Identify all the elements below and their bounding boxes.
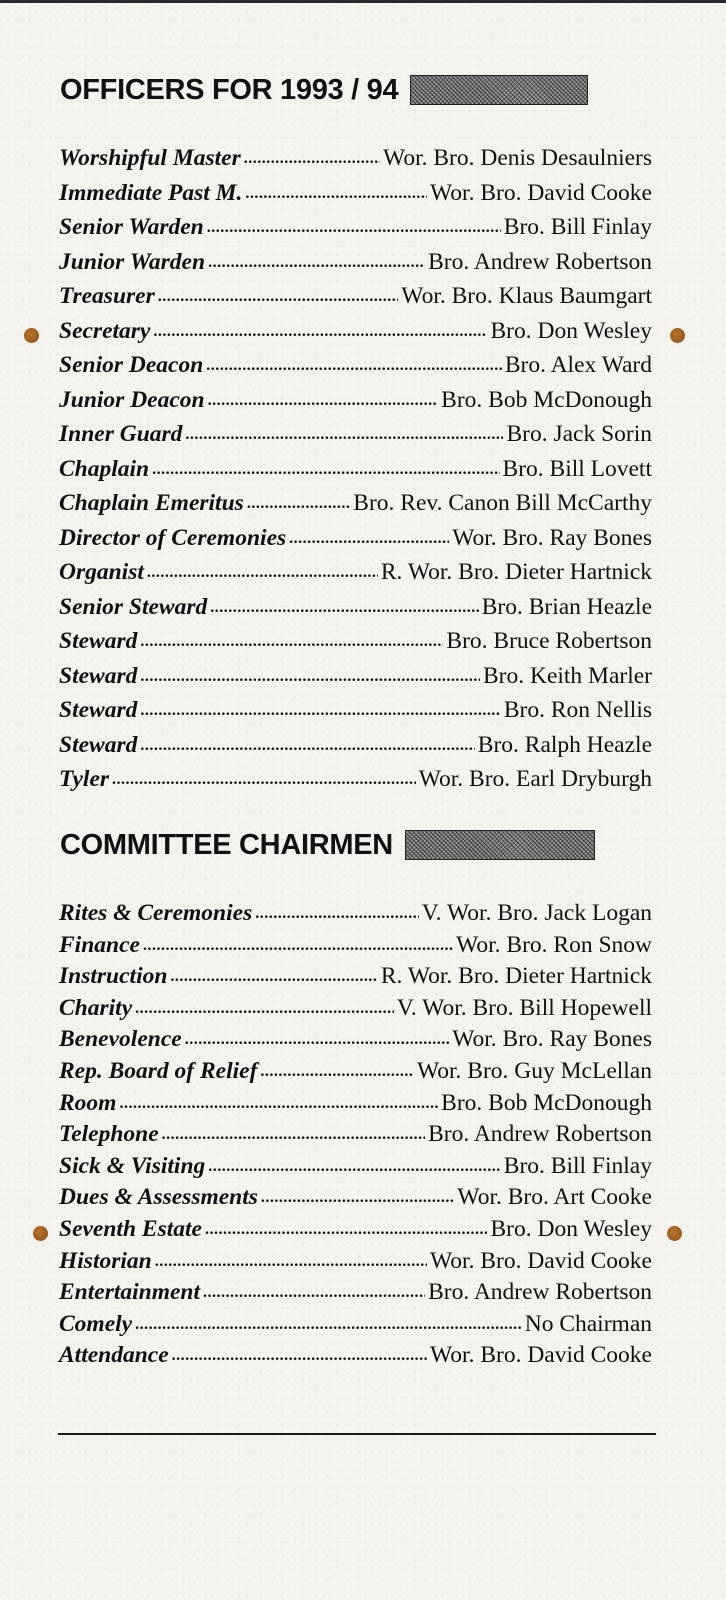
committee-row: [59, 995, 652, 1027]
officer-name: Bro. Bob McDonough: [441, 386, 652, 413]
committee-chairman-name: R. Wor. Bro. Dieter Hartnick: [380, 963, 652, 990]
committee-row: [59, 1342, 652, 1374]
officer-row: [59, 732, 652, 767]
officer-row: [59, 352, 652, 387]
committee-row: [59, 1026, 652, 1058]
committee-role: Dues & Assessments: [59, 1184, 258, 1211]
dot-leader: [208, 1151, 501, 1178]
officer-role: Steward: [59, 697, 138, 723]
officer-row: [59, 318, 652, 353]
dot-leader: [152, 454, 499, 481]
committee-list: [59, 900, 652, 1374]
officer-row: [59, 525, 652, 560]
dot-leader: [289, 523, 449, 550]
officer-row: [59, 145, 652, 180]
dot-leader: [143, 930, 453, 957]
dot-leader: [135, 1309, 522, 1336]
officer-role: Inner Guard: [59, 421, 183, 447]
officer-role: Immediate Past M.: [59, 179, 243, 206]
officer-name: Bro. Bruce Robertson: [446, 628, 652, 654]
committee-row: [59, 1058, 652, 1090]
officer-name: Bro. Jack Sorin: [506, 421, 652, 447]
dot-leader: [112, 764, 416, 791]
committee-chairman-name: Bro. Bill Finlay: [503, 1152, 652, 1179]
officer-row: [59, 180, 652, 215]
dot-leader: [147, 557, 378, 584]
committee-row: [59, 900, 652, 932]
committee-row: [59, 1090, 652, 1122]
committee-role: Instruction: [59, 963, 168, 990]
committee-chairman-name: No Chairman: [524, 1310, 652, 1337]
page-top-edge: [0, 0, 726, 3]
officer-name: Bro. Keith Marler: [482, 662, 652, 689]
officer-name: Bro. Ron Nellis: [503, 697, 652, 723]
committee-heading: [60, 825, 595, 865]
dot-leader: [206, 350, 502, 377]
committee-role: Seventh Estate: [59, 1215, 202, 1242]
officer-name: Wor. Bro. Denis Desaulniers: [383, 145, 652, 171]
committee-role: Telephone: [59, 1121, 159, 1148]
officer-role: Junior Warden: [59, 248, 206, 275]
officer-role: Tyler: [59, 766, 110, 792]
committee-row: [59, 932, 652, 964]
officer-role: Worshipful Master: [59, 145, 241, 171]
dot-leader: [205, 1214, 488, 1241]
committee-row: [59, 1311, 652, 1343]
dot-leader: [172, 1340, 427, 1367]
committee-row: [59, 1121, 652, 1153]
officer-row: [59, 283, 652, 318]
dot-leader: [140, 730, 474, 757]
officer-row: [59, 490, 652, 525]
dot-leader: [162, 1119, 425, 1146]
officer-row: [59, 628, 652, 663]
officer-name: Bro. Bill Lovett: [502, 455, 652, 482]
officer-row: [59, 766, 652, 801]
dot-leader: [119, 1088, 438, 1115]
dot-leader: [135, 993, 394, 1020]
committee-role: Finance: [59, 931, 140, 958]
officer-row: [59, 456, 652, 491]
committee-chairman-name: Bro. Bob McDonough: [441, 1089, 652, 1116]
officer-role: Senior Steward: [59, 593, 208, 620]
officer-row: [59, 594, 652, 629]
dot-leader: [140, 695, 500, 722]
officer-name: R. Wor. Bro. Dieter Hartnick: [380, 559, 652, 585]
committee-chairman-name: V. Wor. Bro. Bill Hopewell: [396, 994, 652, 1021]
officer-role: Senior Warden: [59, 214, 204, 240]
officer-row: [59, 663, 652, 698]
officer-name: Wor. Bro. Ray Bones: [452, 524, 652, 551]
committee-row: [59, 1279, 652, 1311]
committee-row: [59, 1216, 652, 1248]
committee-role: Comely: [59, 1310, 133, 1337]
dot-leader: [260, 1056, 414, 1083]
committee-role: Entertainment: [59, 1279, 201, 1306]
committee-role: Attendance: [59, 1342, 169, 1369]
dot-leader: [185, 419, 503, 446]
dot-leader: [261, 1182, 454, 1209]
officer-role: Treasurer: [59, 283, 155, 309]
officer-name: Bro. Andrew Robertson: [428, 248, 652, 275]
officer-row: [59, 387, 652, 422]
dot-leader: [255, 898, 419, 925]
committee-chairman-name: Wor. Bro. Ron Snow: [456, 931, 652, 958]
officer-name: Wor. Bro. David Cooke: [430, 179, 652, 206]
committee-chairman-name: Bro. Andrew Robertson: [428, 1279, 652, 1306]
dot-leader: [158, 281, 399, 308]
committee-chairman-name: Bro. Don Wesley: [490, 1215, 652, 1242]
officer-name: Bro. Alex Ward: [504, 352, 652, 378]
committee-role: Sick & Visiting: [59, 1152, 206, 1179]
committee-chairman-name: Wor. Bro. Art Cooke: [457, 1184, 652, 1211]
officer-role: Organist: [59, 559, 144, 585]
officers-heading-hatch-bar: [410, 75, 588, 105]
punch-hole-right-bottom: [667, 1226, 682, 1241]
dot-leader: [203, 1277, 425, 1304]
officer-role: Chaplain Emeritus: [59, 490, 244, 516]
dot-leader: [140, 626, 443, 653]
officer-name: Bro. Don Wesley: [490, 317, 652, 344]
committee-row: [59, 1153, 652, 1185]
officer-name: Bro. Ralph Heazle: [477, 731, 652, 758]
committee-chairman-name: Wor. Bro. David Cooke: [430, 1247, 652, 1274]
officer-row: [59, 421, 652, 456]
bottom-rule: [58, 1433, 656, 1435]
officers-title: OFFICERS FOR 1993 / 94: [60, 73, 399, 106]
officers-heading: [60, 70, 588, 110]
officer-row: [59, 697, 652, 732]
officer-name: Wor. Bro. Earl Dryburgh: [418, 766, 652, 792]
officer-name: Bro. Rev. Canon Bill McCarthy: [353, 490, 652, 516]
officer-name: Wor. Bro. Klaus Baumgart: [401, 283, 652, 309]
committee-chairman-name: Bro. Andrew Robertson: [428, 1121, 652, 1148]
dot-leader: [247, 488, 350, 515]
committee-chairman-name: Wor. Bro. Ray Bones: [452, 1026, 652, 1053]
punch-hole-left-top: [24, 328, 39, 343]
committee-heading-hatch-bar: [405, 830, 595, 860]
committee-row: [59, 1184, 652, 1216]
committee-role: Room: [59, 1089, 117, 1116]
officer-role: Secretary: [59, 317, 151, 344]
officer-role: Director of Ceremonies: [59, 524, 287, 551]
officer-name: Bro. Brian Heazle: [481, 593, 652, 620]
committee-chairman-name: V. Wor. Bro. Jack Logan: [421, 900, 652, 926]
officer-role: Steward: [59, 662, 138, 689]
committee-chairman-name: Wor. Bro. Guy McLellan: [416, 1057, 652, 1084]
committee-row: [59, 1248, 652, 1280]
officer-row: [59, 559, 652, 594]
officer-row: [59, 214, 652, 249]
officer-role: Chaplain: [59, 455, 150, 482]
officer-role: Junior Deacon: [59, 386, 205, 413]
punch-hole-right-top: [670, 328, 685, 343]
officer-row: [59, 249, 652, 284]
officer-role: Steward: [59, 731, 138, 758]
dot-leader: [208, 385, 439, 412]
committee-chairman-name: Wor. Bro. David Cooke: [430, 1342, 652, 1369]
punch-hole-left-bottom: [33, 1226, 48, 1241]
committee-role: Rites & Ceremonies: [59, 900, 253, 926]
dot-leader: [210, 592, 478, 619]
dot-leader: [245, 178, 427, 205]
committee-row: [59, 963, 652, 995]
dot-leader: [155, 1246, 427, 1273]
officer-name: Bro. Bill Finlay: [503, 214, 652, 240]
committee-role: Rep. Board of Relief: [59, 1057, 258, 1084]
officer-role: Steward: [59, 628, 138, 654]
committee-role: Historian: [59, 1247, 152, 1274]
dot-leader: [244, 143, 380, 170]
officer-role: Senior Deacon: [59, 352, 204, 378]
dot-leader: [208, 247, 425, 274]
committee-title: COMMITTEE CHAIRMEN: [60, 828, 393, 861]
dot-leader: [207, 212, 501, 239]
dot-leader: [153, 316, 487, 343]
dot-leader: [170, 961, 377, 988]
dot-leader: [140, 661, 480, 688]
committee-role: Charity: [59, 994, 133, 1021]
officers-list: [59, 145, 652, 801]
dot-leader: [185, 1024, 450, 1051]
committee-role: Benevolence: [59, 1026, 182, 1053]
